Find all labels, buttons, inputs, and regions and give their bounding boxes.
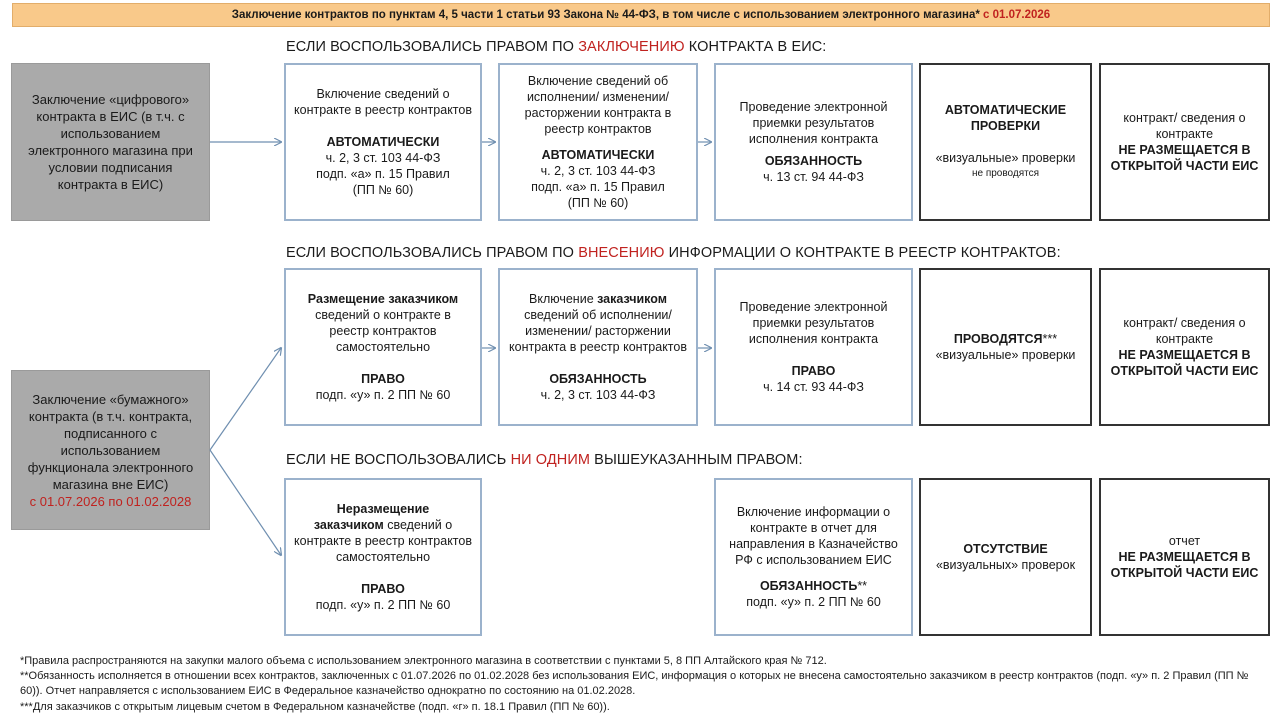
row2-box4-text: «визуальные» проверки <box>935 348 1076 362</box>
row1-box-acceptance <box>714 63 913 221</box>
digital-contract-text: Заключение «цифрового» контракта в ЕИС (в т.ч. с использованием электронного магазина при условии подписания контракта в ЕИС) <box>28 92 193 192</box>
row1-box-publication <box>1099 63 1270 221</box>
row1-box2-ref2: подп. «а» п. 15 Правил <box>531 180 665 194</box>
row2-box2-pre: Включение <box>529 292 598 306</box>
row2-box2-text-wrap <box>508 291 688 355</box>
row3-heading-pre: ЕСЛИ НЕ ВОСПОЛЬЗОВАЛИСЬ <box>286 452 511 468</box>
row3-box1-ref: подп. «у» п. 2 ПП № 60 <box>315 598 451 612</box>
row3-box-publication <box>1099 478 1270 636</box>
row2-box2-bold: заказчиком <box>597 292 667 306</box>
row1-box4-small: не проводятся <box>971 168 1040 179</box>
row1-heading-pre: ЕСЛИ ВОСПОЛЬЗОВАЛИСЬ ПРАВОМ ПО <box>286 39 579 55</box>
row1-box5-text: контракт/ сведения о контракте <box>1123 111 1246 141</box>
row2-box2-right: ОБЯЗАННОСТЬ <box>549 372 647 386</box>
row1-box-checks <box>919 63 1092 221</box>
row2-box-publication <box>1099 268 1270 426</box>
row3-box5-bold: НЕ РАЗМЕЩАЕТСЯ В ОТКРЫТОЙ ЧАСТИ ЕИС <box>1110 550 1259 580</box>
row1-box1-ref1: ч. 2, 3 ст. 103 44-ФЗ <box>325 151 441 165</box>
row1-heading <box>286 39 826 55</box>
row2-box3-text: Проведение электронной приемки результатов исполнения контракта <box>739 300 888 346</box>
arrow-paper-to-r3b1 <box>210 450 281 555</box>
row2-box4-bold: ПРОВОДЯТСЯ <box>953 332 1043 346</box>
row1-box1-ref3: (ПП № 60) <box>352 183 414 197</box>
row2-heading-pre: ЕСЛИ ВОСПОЛЬЗОВАЛИСЬ ПРАВОМ ПО <box>286 245 579 261</box>
footnote-1: *Правила распространяются на закупки малого объема с использованием электронного магазина в соответствии с пунктами 5, 8 ПП Алтайского края № 712. <box>20 655 827 667</box>
row2-box5-text: контракт/ сведения о контракте <box>1123 316 1246 346</box>
row2-box3-ref: ч. 14 ст. 93 44-ФЗ <box>763 380 864 394</box>
row3-box1-bold2: заказчиком <box>313 518 384 532</box>
row1-heading-post: КОНТРАКТА В ЕИС: <box>684 39 827 55</box>
row2-box3-right: ПРАВО <box>791 364 836 378</box>
row3-box3-mark: ** <box>857 579 868 593</box>
row2-box2-text: сведений об исполнении/ изменении/ расторжении контракта в реестр контрактов <box>509 308 687 354</box>
row1-box3-ref: ч. 13 ст. 94 44-ФЗ <box>763 170 864 184</box>
row2-box1-right: ПРАВО <box>361 372 405 386</box>
row3-box-checks <box>919 478 1092 636</box>
row3-box5-text: отчет <box>1168 534 1201 548</box>
footnote-3: ***Для заказчиков с открытым лицевым счетом в Федеральном казначействе (подп. «г» п. 18.1 Правил (ПП № 60)). <box>20 700 610 713</box>
row1-box4-bold: АВТОМАТИЧЕСКИЕ ПРОВЕРКИ <box>944 103 1067 133</box>
footnote-2: **Обязанность исполняется в отношении всех контрактов, заключенных с 01.07.2026 по 01.02.2028 без использования ЕИС, информация о которых не внесена самостоятельно заказчиком в реестр контрактов (подп. «у» п. 2 Правил (ПП № 60)). Отчет направляется с использованием ЕИС в Федеральное казначейство однократно по состоянию на 01.02.2028. <box>20 670 1249 698</box>
row2-box1-text: сведений о контракте в реестр контрактов самостоятельно <box>315 308 451 354</box>
digital-contract-box <box>11 63 210 221</box>
row3-heading-red: НИ ОДНИМ <box>510 452 591 468</box>
row1-box2-text: Включение сведений об исполнении/ изменении/ расторжении контракта в реестр контрактов <box>524 74 672 136</box>
row2-box-execution <box>498 268 698 426</box>
row2-box4-mark: *** <box>1042 332 1058 346</box>
row2-heading-red: ВНЕСЕНИЮ <box>578 245 665 261</box>
row3-box3-bold: ОБЯЗАННОСТЬ <box>759 579 858 593</box>
row1-box-execution <box>498 63 698 221</box>
row3-heading-post: ВЫШЕУКАЗАННЫМ ПРАВОМ: <box>590 452 803 468</box>
paper-contract-box <box>11 370 210 530</box>
banner-text: Заключение контрактов по пунктам 4, 5 части 1 статьи 93 Закона № 44-ФЗ, в том числе с использованием электронного магазина* <box>231 9 980 21</box>
row3-box3-text: Включение информации о контракте в отчет для направления в Казначейство РФ с использованием ЕИС <box>729 505 898 567</box>
row1-box4-text: «визуальные» проверки <box>935 151 1076 165</box>
row2-heading-post: ИНФОРМАЦИИ О КОНТРАКТЕ В РЕЕСТР КОНТРАКТОВ: <box>664 245 1061 261</box>
title-banner <box>12 3 1270 27</box>
row2-box4-bold-wrap <box>954 331 1057 347</box>
row3-box3-ref: подп. «у» п. 2 ПП № 60 <box>746 595 881 609</box>
row3-box1-text-wrap <box>294 517 472 565</box>
row1-heading-red: ЗАКЛЮЧЕНИЮ <box>578 39 685 55</box>
row2-box-registry <box>284 268 482 426</box>
arrow-paper-to-r2b1 <box>210 348 281 450</box>
row1-box2-ref1: ч. 2, 3 ст. 103 44-ФЗ <box>540 164 656 178</box>
row1-box3-bold: ОБЯЗАННОСТЬ <box>764 154 863 168</box>
row1-box2-bold: АВТОМАТИЧЕСКИ <box>541 148 655 162</box>
row1-box1-bold: АВТОМАТИЧЕСКИ <box>326 135 440 149</box>
row1-box2-ref3: (ПП № 60) <box>567 196 629 210</box>
row1-box5-bold: НЕ РАЗМЕЩАЕТСЯ В ОТКРЫТОЙ ЧАСТИ ЕИС <box>1110 143 1259 173</box>
row2-box2-ref: ч. 2, 3 ст. 103 44-ФЗ <box>540 388 656 402</box>
row1-box1-ref2: подп. «а» п. 15 Правил <box>316 167 450 181</box>
row2-box1-text-wrap <box>294 291 472 355</box>
footnotes <box>20 654 1270 715</box>
row2-box5-bold: НЕ РАЗМЕЩАЕТСЯ В ОТКРЫТОЙ ЧАСТИ ЕИС <box>1110 348 1259 378</box>
row1-box-registry <box>284 63 482 221</box>
banner-date: с 01.07.2026 <box>983 9 1051 21</box>
row2-box1-bold: Размещение заказчиком <box>307 292 459 306</box>
row1-box3-text: Проведение электронной приемки результатов исполнения контракта <box>739 100 888 146</box>
row3-box1-bold1: Неразмещение <box>336 502 430 516</box>
row1-box1-text: Включение сведений о контракте в реестр контрактов <box>294 87 472 117</box>
paper-contract-text: Заключение «бумажного» контракта (в т.ч. контракта, подписанного с использованием функционала электронного магазина вне ЕИС) <box>27 391 194 492</box>
row2-heading <box>286 245 1061 261</box>
row2-box-checks <box>919 268 1092 426</box>
row3-heading <box>286 452 803 468</box>
row3-box-nonplacement <box>284 478 482 636</box>
row2-box1-ref: подп. «у» п. 2 ПП № 60 <box>315 388 451 402</box>
row3-box4-bold: ОТСУТСТВИЕ <box>963 542 1048 556</box>
row3-box-report <box>714 478 913 636</box>
row3-box4-text: «визуальных» проверок <box>935 558 1076 572</box>
row2-box-acceptance <box>714 268 913 426</box>
paper-contract-date: с 01.07.2026 по 01.02.2028 <box>29 493 192 509</box>
row3-box3-bold-wrap <box>760 578 867 594</box>
row3-box1-text: сведений о контракте в реестр контрактов самостоятельно <box>294 518 472 564</box>
row3-box1-right: ПРАВО <box>361 582 405 596</box>
